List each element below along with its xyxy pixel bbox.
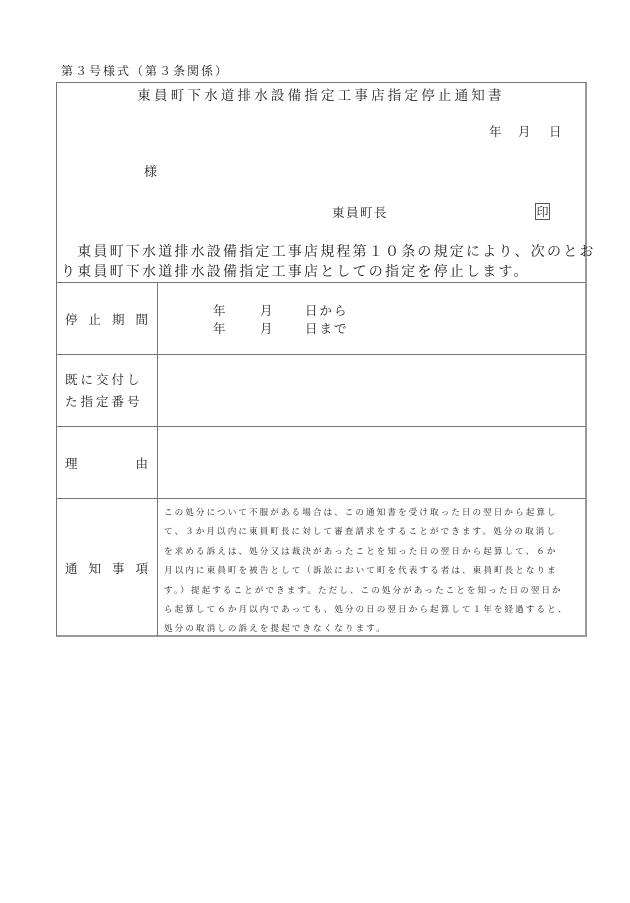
label-char: 理 (65, 455, 78, 471)
row-notice-items (57, 498, 585, 636)
label-char: 知 (88, 560, 101, 576)
notice-line: を求める訴えは、処分又は裁決があったことを知った日の翌日から起算して、６か (164, 546, 558, 557)
statement-line: り東員町下水道排水設備指定工事店としての指定を停止します。 (61, 264, 530, 280)
notice-form (56, 82, 596, 637)
notice-line: す。）提起することができます。ただし、この処分があったことを知った日の翌日か (164, 585, 563, 596)
date-year-label: 年 (489, 124, 502, 139)
label-reason (57, 427, 158, 498)
label-suspension-period (57, 283, 158, 354)
label-char: 止 (88, 311, 101, 327)
label-line: た指定番号 (65, 393, 143, 409)
label-line: 既に交付し (65, 371, 143, 387)
notice-items-content (158, 499, 585, 636)
from-year-label: 年 (213, 303, 226, 318)
designation-number-field[interactable] (158, 355, 585, 426)
date-month-label: 月 (518, 124, 531, 139)
notice-line: この処分について不服がある場合は、この通知書を受け取った日の翌日から起算し (164, 508, 558, 518)
label-char: 項 (135, 560, 148, 576)
document-title: 東員町下水道排水設備指定工事店指定停止通知書 (137, 88, 505, 104)
issuer-name: 東員町長 (332, 205, 389, 220)
appeal-notice-text (164, 504, 588, 640)
row-suspension-period (57, 282, 585, 354)
notice-line: て、３か月以内に東員町長に対して審査請求をすることができます。処分の取消し (164, 527, 557, 538)
row-reason (57, 426, 585, 498)
statement-line: 東員町下水道排水設備指定工事店規程第１０条の規定により、次のとお (61, 244, 596, 260)
from-month-label: 月 (260, 303, 273, 318)
label-char: 由 (135, 455, 148, 471)
label-designation-number (57, 355, 158, 426)
label-char: 事 (111, 560, 125, 576)
to-day-label: 日まで (305, 321, 349, 336)
date-day-label: 日 (549, 124, 562, 139)
recipient-suffix: 様 (144, 165, 158, 180)
suspension-period-field[interactable] (158, 283, 585, 354)
label-char: 停 (65, 311, 78, 327)
form-number: 第３号様式（第３条関係） (61, 64, 230, 78)
label-char: 間 (135, 311, 148, 327)
label-char: 期 (111, 311, 125, 327)
notice-line: ら起算して６か月以内であっても、処分の日の翌日から起算して１年を経過すると、 (164, 605, 569, 616)
label-char: 通 (65, 560, 78, 576)
to-year-label: 年 (213, 321, 226, 336)
from-day-label: 日から (305, 303, 349, 318)
reason-field[interactable] (158, 427, 585, 498)
form-header-section (57, 83, 596, 283)
seal-stamp-box: 印 (536, 205, 549, 219)
notice-line: 月以内に東員町を被告として（訴訟において町を代表する者は、東員町長となりま (164, 566, 558, 577)
label-notice-items (57, 499, 158, 636)
notice-statement (61, 242, 596, 282)
notice-line: 処分の取消しの訴えを提起できなくなります。 (164, 624, 387, 635)
to-month-label: 月 (260, 321, 273, 336)
row-designation-number (57, 354, 585, 426)
